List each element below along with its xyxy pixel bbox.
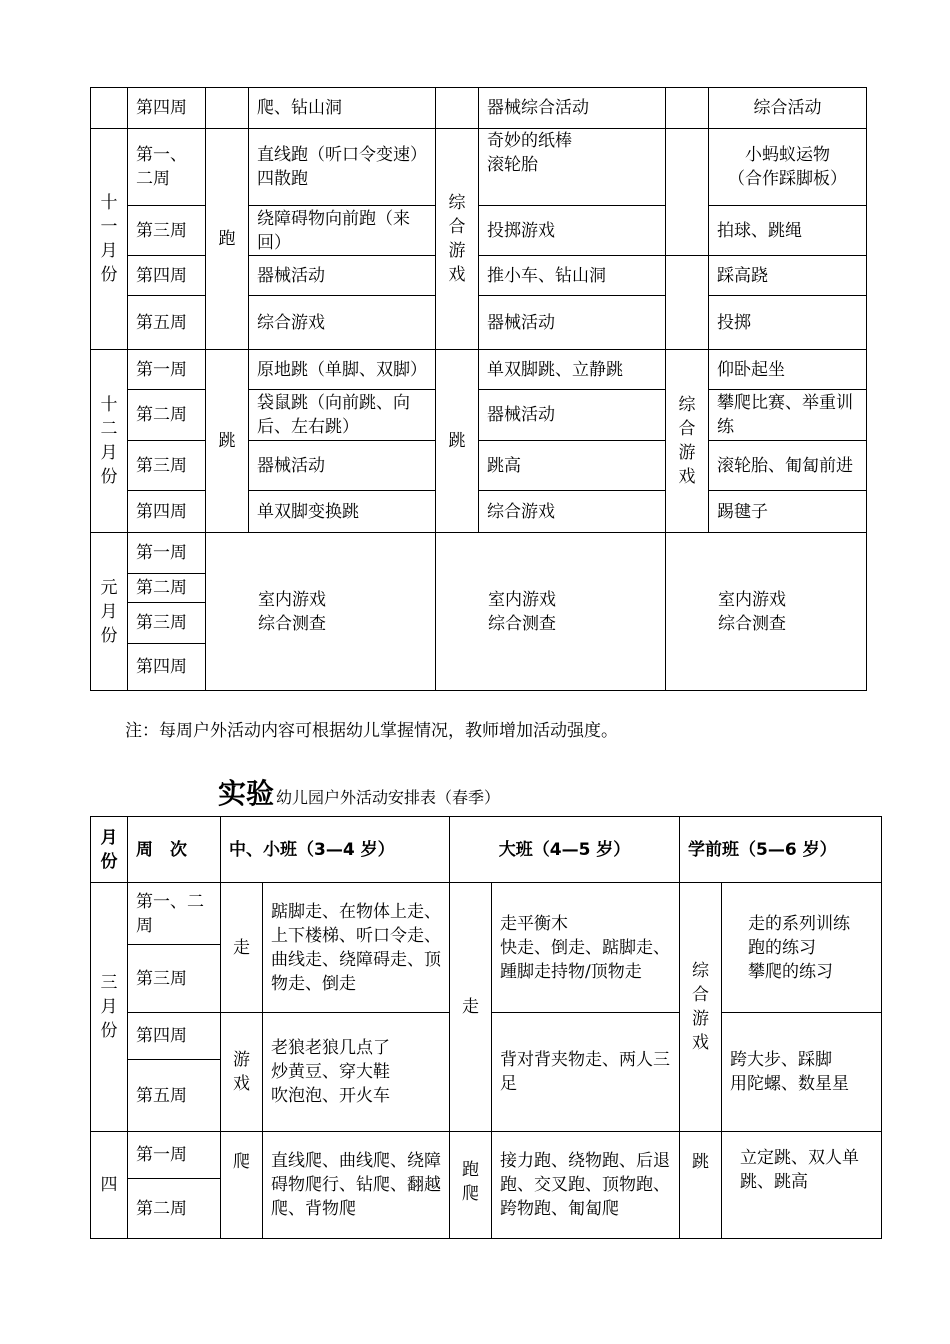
week-cell: 第二周 [128,574,206,603]
activity-cell: 投掷游戏 [479,206,666,256]
week-cell: 第一周 [128,1132,221,1179]
activity-cell: 直线跑（听口令变速）四散跑 [249,129,436,206]
month-label: 元月份 [100,577,118,646]
table-row [91,533,867,574]
activity-cell: 器械活动 [479,390,666,441]
category-cell [666,129,709,256]
header-month [91,817,128,883]
category-label: 跑爬 [462,1160,480,1204]
table-row [91,883,882,945]
week-cell: 第三周 [128,603,206,644]
week-cell: 第二周 [128,390,206,441]
activity-cell: 踮脚走、在物体上走、上下楼梯、听口令走、曲线走、绕障碍走、顶物走、倒走 [263,883,450,1013]
week-cell: 第一周 [128,350,206,390]
table-row [91,88,867,129]
activity-cell: 小蚂蚁运物 （合作踩脚板） [709,129,867,206]
header-small-class: 中、小班（3—4 岁） [221,817,450,883]
week-cell: 第四周 [128,491,206,533]
activity-cell: 背对背夹物走、两人三足 [492,1013,680,1132]
category-cell: 爬 [221,1132,263,1239]
category-label: 综合游戏 [678,395,696,487]
activity-cell: 室内游戏 综合测查 [206,533,436,691]
month-cell-nov [91,129,128,350]
activity-cell: 直线爬、曲线爬、绕障碍物爬行、钻爬、翻越爬、背物爬 [263,1132,450,1239]
header-mid-class: 大班（4—5 岁） [450,817,680,883]
header-week: 周 次 [128,817,221,883]
week-cell: 第四周 [128,644,206,691]
category-cell: 跳 [436,350,479,533]
activity-cell: 绕障碍物向前跑（来回） [249,206,436,256]
spring-schedule-table [90,816,882,1239]
activity-cell: 单双脚变换跳 [249,491,436,533]
activity-cell: 老狼老狼几点了 炒黄豆、穿大鞋 吹泡泡、开火车 [263,1013,450,1132]
activity-cell: 立定跳、双人单跳、跳高 [722,1132,882,1239]
activity-cell: 拍球、跳绳 [709,206,867,256]
empty-cell [91,88,128,129]
table-row [91,350,867,390]
week-cell: 第五周 [128,1060,221,1132]
activity-cell: 原地跳（单脚、双脚） [249,350,436,390]
activity-cell: 综合活动 [709,88,867,129]
month-cell-dec [91,350,128,533]
activity-cell: 室内游戏 综合测查 [436,533,666,691]
month-label: 十一月份 [100,193,118,285]
category-cell [680,883,722,1132]
activity-cell: 器械综合活动 [479,88,666,129]
table-row [91,1132,882,1179]
month-label: 十二月份 [100,395,118,487]
activity-cell: 器械活动 [249,256,436,296]
activity-cell: 奇妙的纸棒 滚轮胎 [479,129,666,206]
activity-cell: 踢毽子 [709,491,867,533]
activity-cell: 综合游戏 [249,296,436,350]
week-cell: 第四周 [128,88,206,129]
category-cell: 走 [450,883,492,1132]
table-row [91,129,867,206]
month-cell-apr: 四 [91,1132,128,1239]
activity-cell: 滚轮胎、匍匐前进 [709,441,867,491]
week-cell: 第四周 [128,1013,221,1060]
category-label: 综合游戏 [448,193,466,285]
category-cell [221,1013,263,1132]
category-cell: 跑 [206,129,249,350]
category-label: 游戏 [233,1050,250,1094]
activity-cell: 仰卧起坐 [709,350,867,390]
category-label: 综合游戏 [692,961,710,1053]
month-cell-mar [91,883,128,1132]
activity-cell: 推小车、钻山洞 [479,256,666,296]
empty-cell [206,88,249,129]
category-cell [666,256,709,350]
activity-cell: 踩高跷 [709,256,867,296]
activity-cell: 器械活动 [479,296,666,350]
title-emphasis: 实验 [218,777,275,810]
category-cell [450,1132,492,1239]
category-cell: 跳 [206,350,249,533]
week-cell: 第五周 [128,296,206,350]
activity-cell: 单双脚跳、立静跳 [479,350,666,390]
note-text: 注：每周户外活动内容可根据幼儿掌握情况，教师增加活动强度。 [125,721,618,741]
empty-cell [666,88,709,129]
activity-cell: 投掷 [709,296,867,350]
week-cell: 第三周 [128,441,206,491]
title-rest: 幼儿园户外活动安排表（春季） [276,788,501,807]
category-cell [666,350,709,533]
activity-cell: 接力跑、绕物跑、后退跑、交叉跑、顶物跑、跨物跑、匍匐爬 [492,1132,680,1239]
empty-cell [436,88,479,129]
week-cell: 第四周 [128,256,206,296]
week-cell: 第一周 [128,533,206,574]
month-label: 三月份 [100,973,118,1041]
autumn-schedule-table [90,87,867,691]
category-cell: 跳 [680,1132,722,1239]
activity-cell: 器械活动 [249,441,436,491]
week-cell: 第三周 [128,206,206,256]
activity-cell: 走平衡木 快走、倒走、踮脚走、踵脚走持物/顶物走 [492,883,680,1013]
header-big-class: 学前班（5—6 岁） [680,817,882,883]
activity-cell: 攀爬比赛、举重训练 [709,390,867,441]
activity-cell: 走的系列训练 跑的练习 攀爬的练习 [722,883,882,1013]
activity-cell: 室内游戏 综合测查 [666,533,867,691]
week-cell: 第一、二周 [128,129,206,206]
month-cell-jan [91,533,128,691]
week-cell: 第一、二周 [128,883,221,945]
header-month-label: 月份 [100,827,118,872]
activity-cell: 跳高 [479,441,666,491]
category-cell: 走 [221,883,263,1013]
week-cell: 第二周 [128,1179,221,1239]
week-cell: 第三周 [128,945,221,1013]
header-row [91,817,882,883]
activity-cell: 爬、钻山洞 [249,88,436,129]
category-cell [436,129,479,350]
activity-cell: 袋鼠跳（向前跳、向后、左右跳） [249,390,436,441]
activity-cell: 综合游戏 [479,491,666,533]
table-title [218,772,500,812]
activity-cell: 跨大步、踩脚 用陀螺、数星星 [722,1013,882,1132]
